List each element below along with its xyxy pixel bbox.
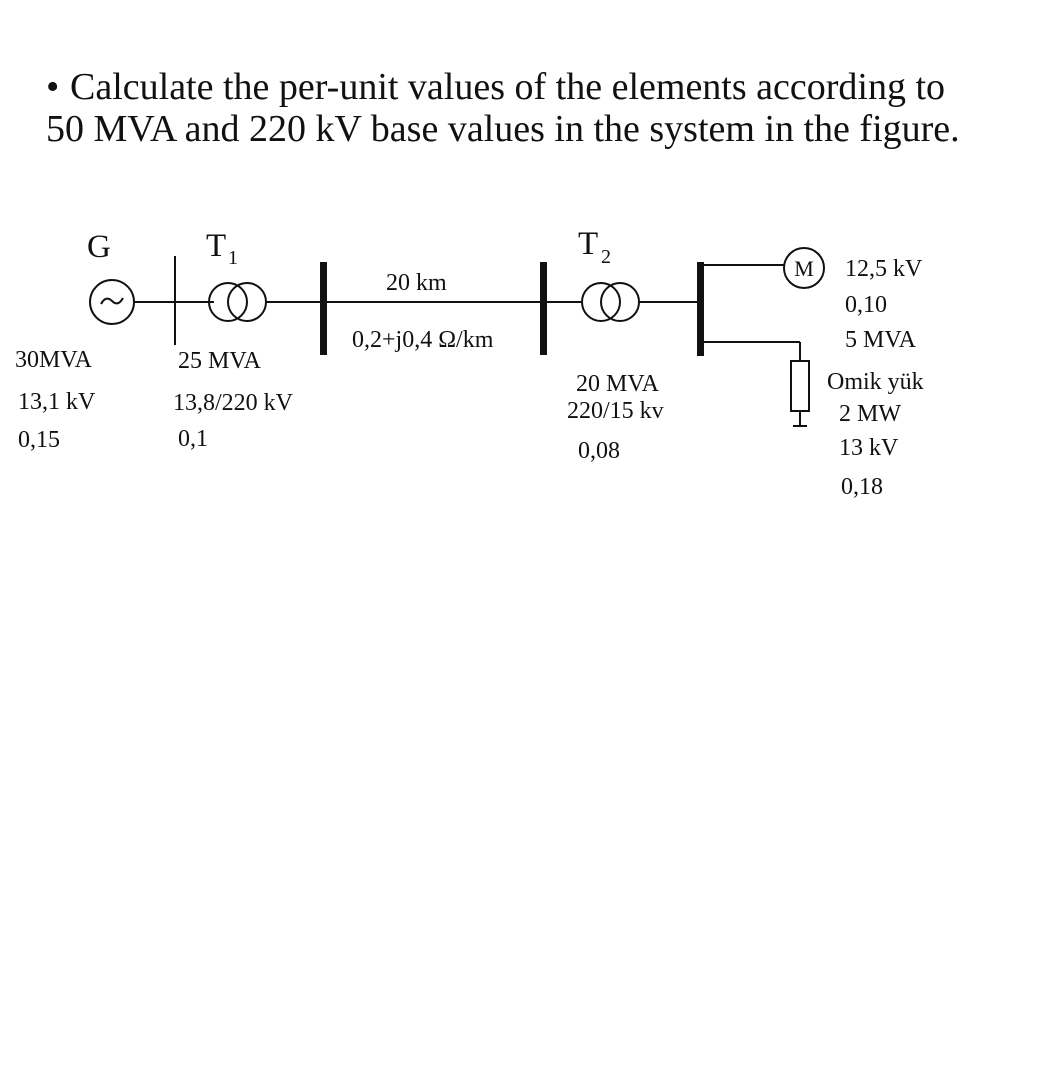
bus-2 xyxy=(540,262,547,355)
t2-voltage: 220/15 kv xyxy=(567,398,664,424)
t2-subscript: 2 xyxy=(601,246,611,268)
t2-reactance: 0,08 xyxy=(578,438,620,464)
bullet: • xyxy=(46,66,60,108)
t2-rating: 20 MVA xyxy=(576,371,659,397)
t1-subscript: 1 xyxy=(228,247,238,269)
motor-rating: 5 MVA xyxy=(845,327,916,353)
load-power: 2 MW xyxy=(839,401,901,427)
bus-1 xyxy=(320,262,327,355)
generator-reactance: 0,15 xyxy=(18,427,60,453)
t1-reactance: 0,1 xyxy=(178,426,208,452)
generator-tilde-icon xyxy=(101,298,123,304)
task-line-1: Calculate the per-unit values of the elements according to xyxy=(70,66,946,108)
t1-voltage: 13,8/220 kV xyxy=(173,390,293,416)
line-length: 20 km xyxy=(386,270,447,296)
t1-rating: 25 MVA xyxy=(178,348,261,374)
generator-voltage: 13,1 kV xyxy=(18,389,96,415)
t2-symbol: T xyxy=(578,226,599,262)
line-impedance: 0,2+j0,4 Ω/km xyxy=(352,327,494,353)
load-type: Omik yük xyxy=(827,369,924,395)
t1-symbol: T xyxy=(206,228,227,264)
load-resistor-icon xyxy=(791,361,809,411)
motor-voltage: 12,5 kV xyxy=(845,256,923,282)
motor-symbol: M xyxy=(794,256,814,281)
load-reactance: 0,18 xyxy=(841,474,883,500)
task-line-2: 50 MVA and 220 kV base values in the system in the figure. xyxy=(46,108,960,150)
bus-3 xyxy=(697,262,704,356)
generator-symbol: G xyxy=(87,229,111,265)
motor-reactance: 0,10 xyxy=(845,292,887,318)
load-voltage: 13 kV xyxy=(839,435,899,461)
generator-rating: 30MVA xyxy=(15,347,92,373)
